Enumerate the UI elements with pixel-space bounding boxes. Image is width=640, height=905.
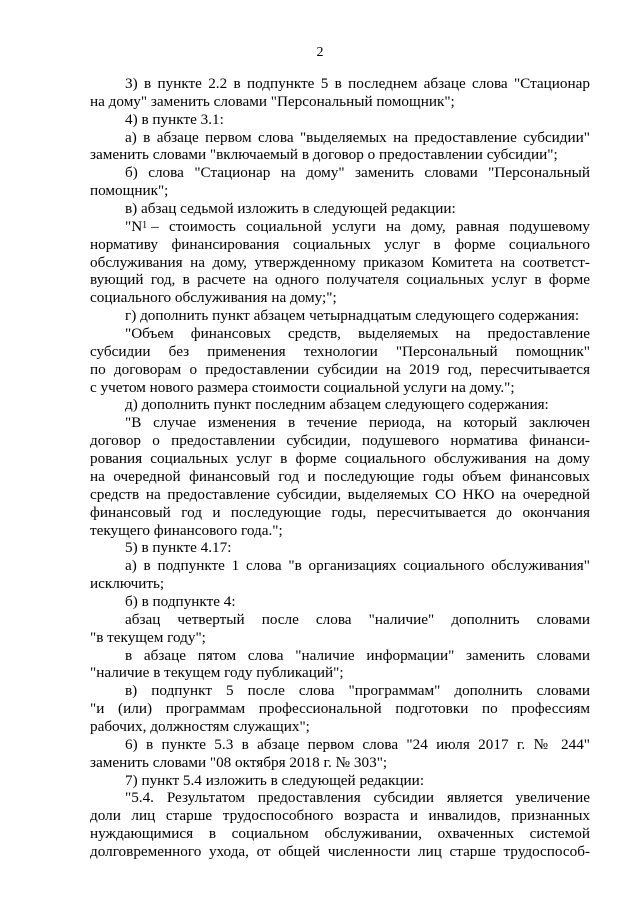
text-line: текущего финансового года."; — [90, 521, 283, 539]
text-line: субсидии без применения технологии "Персональный помощник" — [90, 342, 590, 360]
text-line: "5.4. Результатом предоставления субсидии является увеличение — [125, 789, 590, 807]
text-line: исключить; — [90, 575, 165, 593]
text-line: вующий год, в расчете на одного получателя социальных услуг в форме — [90, 271, 590, 289]
text-line: г) дополнить пункт абзацем четырнадцатым следующего содержания: — [125, 307, 580, 325]
text-line: 4) в пункте 3.1: — [125, 110, 224, 128]
text-line: заменить словами "08 октября 2018 г. № 303"; — [90, 753, 388, 771]
text-line: нормативу финансирования социальных услуг в форме социального — [90, 235, 590, 253]
text-line: б) в подпункте 4: — [125, 592, 236, 610]
text-line: социального обслуживания на дому;"; — [90, 289, 337, 307]
text-line: "В случае изменения в течение периода, на который заключен — [125, 414, 590, 432]
text-line: по договорам о предоставлении субсидии на 2019 год, пересчитывается — [90, 360, 590, 378]
formula-quote: " — [125, 217, 132, 235]
formula-line — [125, 218, 590, 235]
text-line: рования социальных услуг в форме социального обслуживания на дому — [90, 450, 590, 468]
text-line: "Объем финансовых средств, выделяемых на предоставление — [125, 325, 590, 343]
text-line: 7) пункт 5.4 изложить в следующей редакции: — [125, 771, 425, 789]
text-line: финансовый год и последующие годы, пересчитывается до окончания — [90, 503, 590, 521]
text-line: на дому" заменить словами "Персональный помощник"; — [90, 92, 455, 110]
text-line: а) в абзаце первом слова "выделяемых на предоставление субсидии" — [125, 128, 590, 146]
text-line: в) подпункт 5 после слова "программам" дополнить словами — [125, 682, 590, 700]
text-line: нуждающимися в социальном обслуживании, охваченных системой — [90, 825, 590, 843]
text-line: помощник"; — [90, 182, 169, 200]
text-line: с учетом нового размера стоимости социальной услуги на дому."; — [90, 378, 515, 396]
text-line: 5) в пункте 4.17: — [125, 539, 232, 557]
text-line: долговременного ухода, от общей численности лиц старше трудоспособ- — [90, 843, 590, 860]
text-line: "и (или) программам профессиональной подготовки по профессиям — [90, 700, 590, 718]
text-line: в) абзац седьмой изложить в следующей редакции: — [125, 200, 456, 218]
text-line: средств на предоставление субсидии, выделяемых СО НКО на очередной — [90, 485, 590, 503]
text-line: 6) в пункте 5.3 в абзаце первом слова "24 июля 2017 г. № 244" — [125, 735, 590, 753]
text-line: доли лиц старше трудоспособного возраста и инвалидов, признанных — [90, 807, 590, 825]
page-number: 2 — [316, 45, 324, 60]
text-line: обслуживания на дому, утвержденному приказом Комитета на соответст- — [90, 253, 590, 271]
text-line: на очередной финансовый год и последующие годы объем финансовых — [90, 467, 590, 485]
text-line: договор о предоставлении субсидии, подушевого норматива финанси- — [90, 432, 590, 450]
formula-symbol: N — [131, 217, 143, 235]
text-line: в абзаце пятом слова "наличие информации" заменить словами — [125, 646, 590, 664]
text-line: абзац четвертый после слова "наличие" дополнить словами — [125, 610, 590, 628]
text-line: "наличие в текущем году публикаций"; — [90, 664, 344, 682]
text-line: "в текущем году"; — [90, 628, 206, 646]
text-line: – стоимость социальной услуги на дому, равная подушевому — [151, 217, 590, 235]
text-line: 3) в пункте 2.2 в подпункте 5 в последнем абзаце слова "Стационар — [125, 75, 590, 92]
text-line: б) слова "Стационар на дому" заменить словами "Персональный — [125, 164, 590, 182]
text-line: а) в подпункте 1 слова "в организациях социального обслуживания" — [125, 557, 590, 575]
text-line: рабочих, должностям служащих"; — [90, 717, 310, 735]
text-line: заменить словами "включаемый в договор о предоставлении субсидии"; — [90, 146, 558, 164]
text-line: д) дополнить пункт последним абзацем следующего содержания: — [125, 396, 549, 414]
formula-subscript: 1 — [142, 219, 148, 231]
